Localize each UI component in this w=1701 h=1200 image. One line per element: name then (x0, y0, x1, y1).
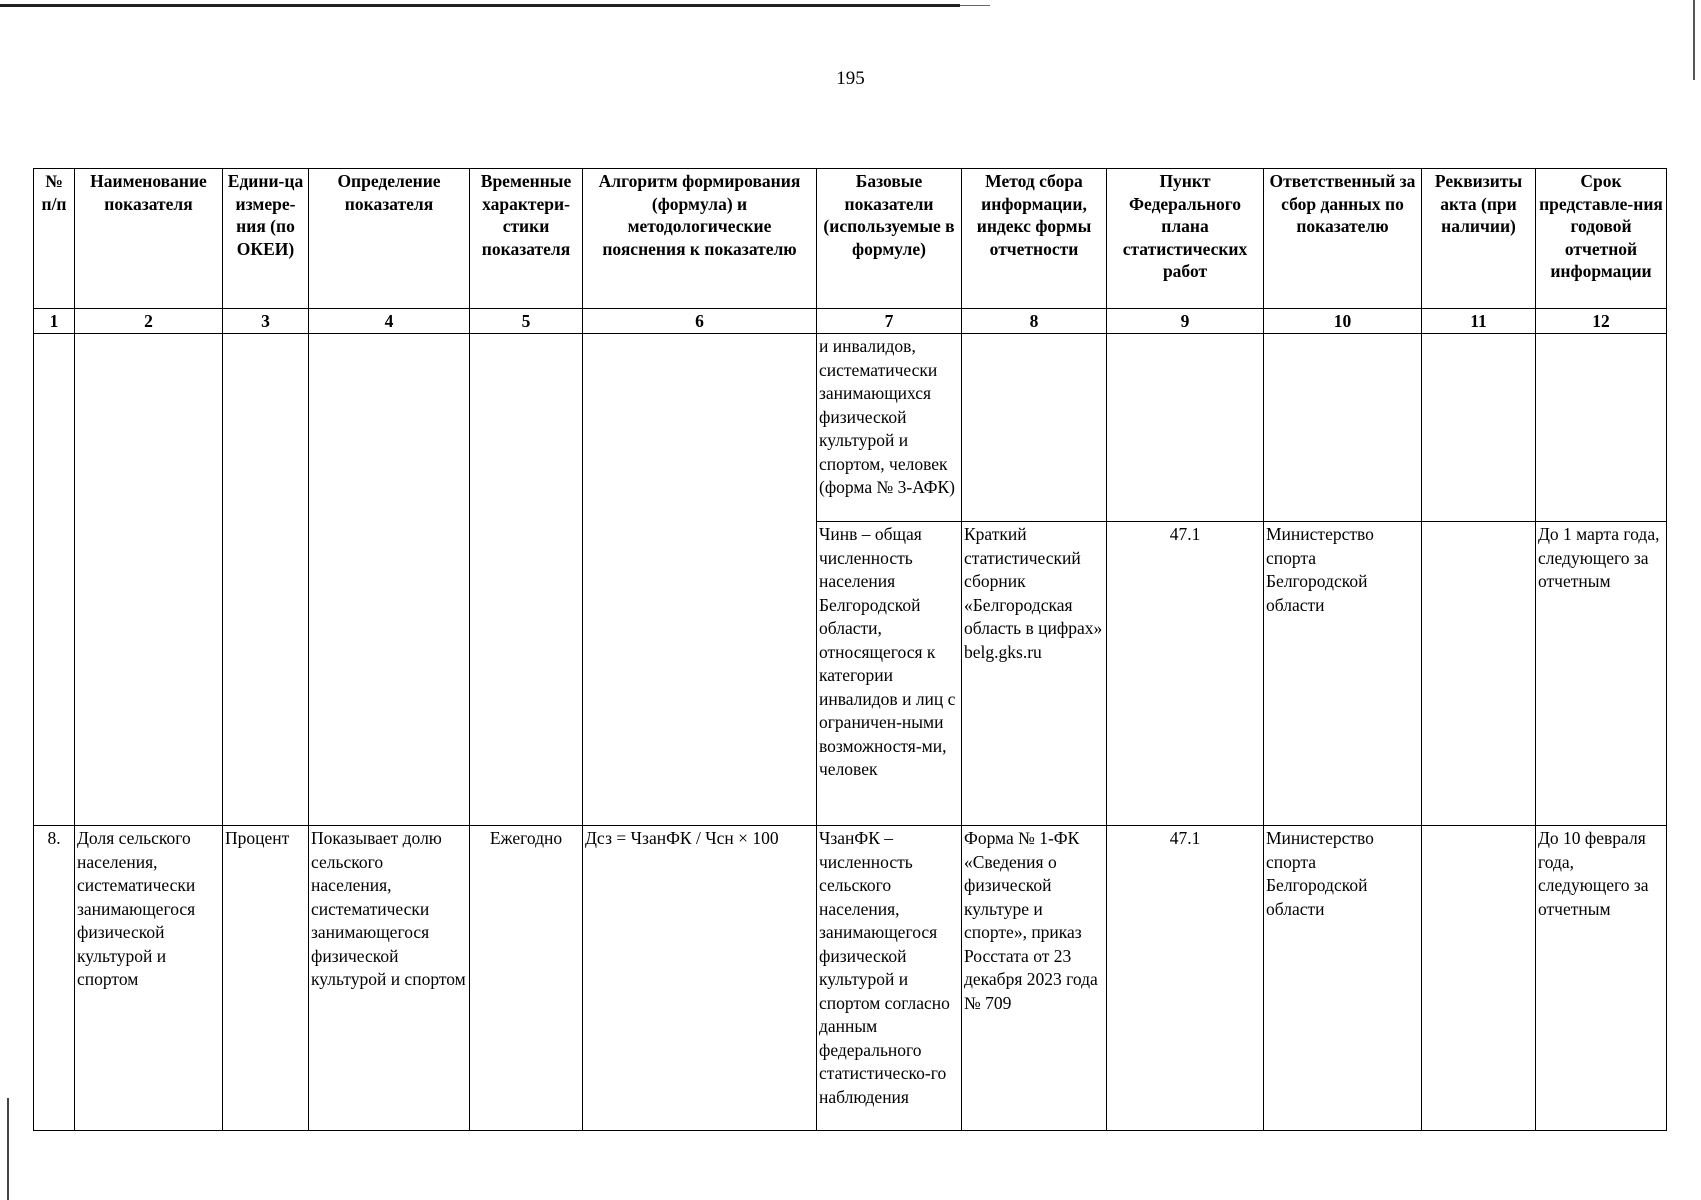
header-cell-unit: Едини-ца измере-ния (по ОКЕИ) (223, 169, 309, 309)
cell-act (1422, 826, 1536, 1131)
cell-deadline: До 10 февраля года, следующего за отчетным (1536, 826, 1667, 1131)
header-cell-method: Метод сбора информации, индекс формы отчетности (962, 169, 1107, 309)
cell-number: 8. (34, 826, 75, 1131)
column-number: 6 (583, 309, 817, 334)
header-cell-name: Наименование показателя (75, 169, 223, 309)
indicator-table (33, 168, 1667, 1131)
page-number: 195 (836, 68, 865, 89)
cell-formula: Дсз = ЧзанФК / Чсн × 100 (583, 826, 817, 1131)
header-cell-deadline: Срок представле-ния годовой отчетной информации (1536, 169, 1667, 309)
column-number: 11 (1422, 309, 1536, 334)
cell-act-empty (1422, 334, 1536, 522)
cell-base-indicator-continued: и инвалидов, систематически занимающихся физической культурой и спортом, человек (форма № 3-АФК) (817, 334, 962, 522)
column-number: 2 (75, 309, 223, 334)
cell-base-indicator: ЧзанФК – численность сельского населения, занимающегося физической культурой и спортом согласно данным федерального статистическо-го наблюдения (817, 826, 962, 1131)
table-header-row (34, 169, 1667, 309)
header-cell-responsible: Ответственный за сбор данных по показателю (1264, 169, 1422, 309)
column-number: 9 (1107, 309, 1264, 334)
cell-definition: Показывает долю сельского населения, систематически занимающегося физической культурой и спортом (309, 826, 470, 1131)
column-number: 12 (1536, 309, 1667, 334)
cell-definition-empty (309, 334, 470, 826)
cell-base-indicator: Чинв – общая численность населения Белгородской области, относящегося к категории инвалидов и лиц с ограничен-ными возможностя-ми, человек (817, 522, 962, 826)
header-cell-plan-item: Пункт Федерального плана статистических работ (1107, 169, 1264, 309)
header-cell-timing: Временные характери-стики показателя (470, 169, 583, 309)
scan-edge-top (0, 4, 960, 7)
cell-number-empty (34, 334, 75, 826)
header-cell-base-indicators: Базовые показатели (используемые в формуле) (817, 169, 962, 309)
scan-edge-top-thin (960, 5, 990, 6)
table-row-continued (34, 334, 1667, 522)
cell-formula-empty (583, 334, 817, 826)
scan-edge-left (7, 1098, 9, 1200)
column-number: 5 (470, 309, 583, 334)
cell-method: Форма № 1-ФК «Сведения о физической культуре и спорте», приказ Росстата от 23 декабря 2023 года № 709 (962, 826, 1107, 1131)
cell-plan-item: 47.1 (1107, 522, 1264, 826)
column-number: 10 (1264, 309, 1422, 334)
cell-deadline-empty (1536, 334, 1667, 522)
cell-deadline: До 1 марта года, следующего за отчетным (1536, 522, 1667, 826)
cell-method-empty (962, 334, 1107, 522)
cell-responsible-empty (1264, 334, 1422, 522)
cell-name-empty (75, 334, 223, 826)
column-number: 3 (223, 309, 309, 334)
cell-responsible: Министерство спорта Белгородской области (1264, 522, 1422, 826)
cell-responsible: Министерство спорта Белгородской области (1264, 826, 1422, 1131)
cell-act (1422, 522, 1536, 826)
table-row-8 (34, 826, 1667, 1131)
cell-timing-empty (470, 334, 583, 826)
cell-unit-empty (223, 334, 309, 826)
header-cell-definition: Определение показателя (309, 169, 470, 309)
cell-unit: Процент (223, 826, 309, 1131)
header-cell-number: № п/п (34, 169, 75, 309)
cell-name: Доля сельского населения, систематически занимающегося физической культурой и спортом (75, 826, 223, 1131)
column-number-row (34, 309, 1667, 334)
header-cell-algorithm: Алгоритм формирования (формула) и методологические пояснения к показателю (583, 169, 817, 309)
cell-timing: Ежегодно (470, 826, 583, 1131)
cell-plan-item: 47.1 (1107, 826, 1264, 1131)
header-cell-act: Реквизиты акта (при наличии) (1422, 169, 1536, 309)
column-number: 4 (309, 309, 470, 334)
column-number: 7 (817, 309, 962, 334)
cell-method: Краткий статистический сборник «Белгородская область в цифрах» belg.gks.ru (962, 522, 1107, 826)
column-number: 8 (962, 309, 1107, 334)
column-number: 1 (34, 309, 75, 334)
cell-plan-item-empty (1107, 334, 1264, 522)
